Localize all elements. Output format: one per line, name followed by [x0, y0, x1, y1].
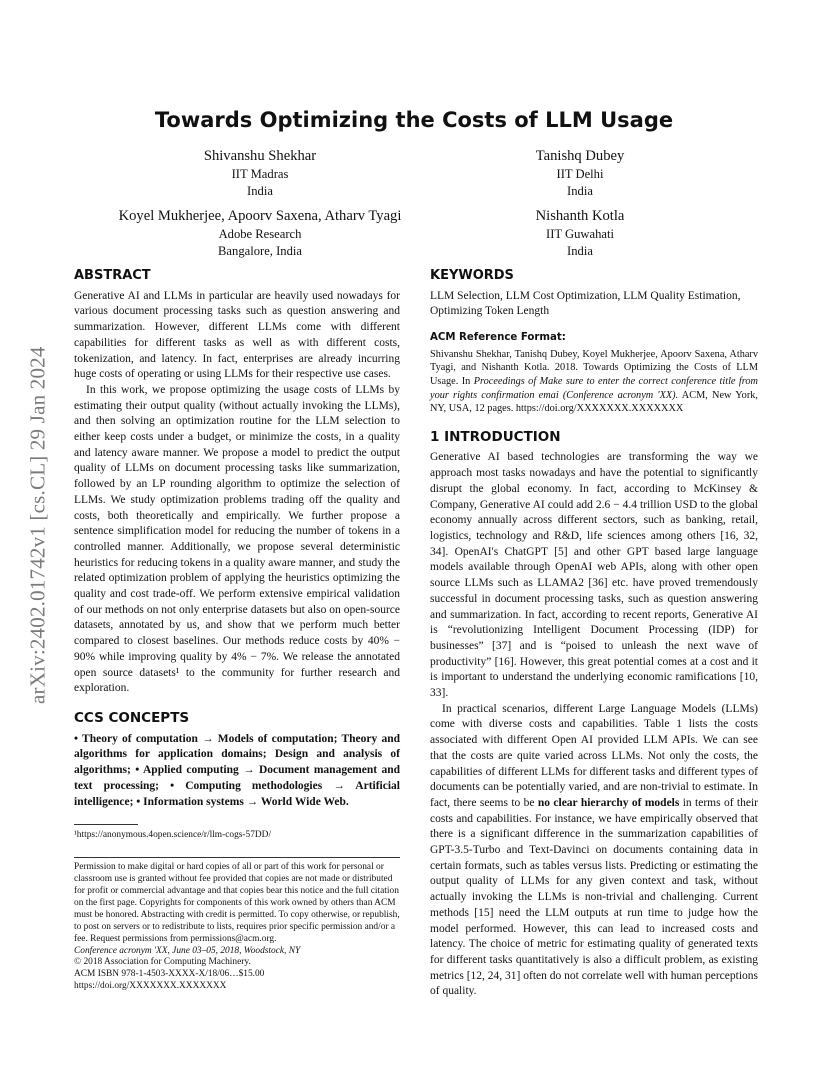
acm-reference-heading: ACM Reference Format: [430, 332, 566, 344]
doi-line: https://doi.org/XXXXXXX.XXXXXXX [74, 981, 227, 992]
abstract-paragraph: Generative AI and LLMs in particular are heavily used nowadays for various document processing tasks such as question answering and summarization. However, different LLMs come with different capabilities for different tasks as well as with different costs, tokenization, and latency. In fact, enterprises are already incurring huge costs of operating or using LLMs for their respective use cases. [74, 289, 400, 381]
author-name: Nishanth Kotla [535, 208, 625, 224]
author-affiliation: IIT Guwahati [546, 227, 614, 241]
author-block [480, 148, 680, 200]
right-column [430, 268, 758, 1000]
author-location: Bangalore, India [218, 244, 302, 258]
left-column [74, 268, 400, 993]
keywords-text: LLM Selection, LLM Cost Optimization, LLM Quality Estimation, Optimizing Token Length [430, 289, 741, 318]
abstract-paragraph: In this work, we propose optimizing the usage costs of LLMs by estimating their output quality (without actually invoking the LLMs), and then solving an optimization routine for the LLM selection to either keep costs under a budget, or minimize the costs, in a quality and latency aware manner. We propose a model to predict the output quality of LLMs on document processing tasks like summarization, followed by an LP rounding algorithm to optimize the selection of LLMs. We study optimization problems trading off the quality and costs, both theoretically and empirically. We further propose a sentence simplification model for reducing the number of tokens in a controlled manner. Additionally, we propose several deterministic heuristics for reducing tokens in a quality aware manner, and study the related optimization problem of applying the heuristics optimizing the quality and cost trade-off. We perform extensive empirical validation of our methods on not only enterprise datasets but also on open-source datasets, annotated by us, and show that we perform much better compared to closest baselines. Our methods reduce costs by 40% − 90% while improving quality by 4% − 7%. We release the annotated open source datasets¹ to the community for further research and exploration. [74, 383, 400, 695]
author-block [70, 208, 450, 260]
introduction-heading: 1 INTRODUCTION [430, 428, 561, 445]
author-affiliation: IIT Delhi [556, 167, 604, 181]
paper-title: Towards Optimizing the Costs of LLM Usage [154, 108, 674, 132]
acm-reference-text: Shivanshu Shekhar, Tanishq Dubey, Koyel Mukherjee, Apoorv Saxena, Atharv Tyagi, and Nishanth Kotla. 2018. Towards Optimizing the Costs of LLM Usage. In Proceedings of Make sure to enter the correct conference title from your rights confirmation emai (Conference acronym 'XX). ACM, New York, NY, USA, 12 pages. https://doi.org/XXXXXXX.XXXXXXX [430, 348, 758, 415]
isbn-line: ACM ISBN 978-1-4503-XXXX-X/18/06…$15.00 [74, 969, 265, 980]
author-block [480, 208, 680, 260]
author-affiliation: IIT Madras [231, 167, 289, 181]
permission-text: Permission to make digital or hard copies of all or part of this work for personal or classroom use is granted without fee provided that copies are not made or distributed for profit or commercial advantage and that copies bear this notice and the full citation on the first page. Copyrights for components of this work owned by others than ACM must be honored. Abstracting with credit is permitted. To copy otherwise, or republish, to post on servers or to redistribute to lists, requires prior specific permission and/or a fee. Request permissions from permissions@acm.org. [74, 862, 400, 944]
author-name: Tanishq Dubey [535, 148, 625, 164]
ccs-concepts: • Theory of computation → Models of computation; Theory and algorithms for application domains; Design and analysis of algorithms; • Applied computing → Document management and text processing; • Computing methodologies → Artificial intelligence; • Information systems → World Wide Web. [74, 732, 400, 808]
author-affiliation: Adobe Research [218, 227, 302, 241]
author-name: Koyel Mukherjee, Apoorv Saxena, Atharv Tyagi [118, 208, 402, 224]
author-block [160, 148, 360, 200]
author-location: India [567, 244, 593, 258]
footnote: ¹https://anonymous.4open.science/r/llm-cogs-57DD/ [74, 830, 272, 841]
author-name: Shivanshu Shekhar [203, 148, 317, 164]
permission-divider [74, 857, 400, 858]
keywords-heading: KEYWORDS [430, 268, 514, 283]
copyright-line: © 2018 Association for Computing Machinery. [74, 957, 251, 968]
author-location: India [247, 184, 273, 198]
author-location: India [567, 184, 593, 198]
footnote-divider [74, 824, 138, 825]
ccs-heading: CCS CONCEPTS [74, 709, 190, 726]
conference-line: Conference acronym 'XX, June 03–05, 2018, Woodstock, NY [74, 945, 301, 956]
arxiv-identifier: arXiv:2402.01742v1 [cs.CL] 29 Jan 2024 [25, 346, 50, 704]
permission-notice [74, 862, 400, 993]
abstract-heading: ABSTRACT [74, 268, 151, 283]
intro-paragraph: In practical scenarios, different Large Language Models (LLMs) come with diverse costs and capabilities. Table 1 lists the costs associated with different Open AI provided LLM APIs. We can see that the costs are quite varied across LLMs. Not only the costs, the capabilities of different LLMs for different tasks and different types of documents can be potentially varied, and are non-trivial to estimate. In fact, there seems to be no clear hierarchy of models in terms of their costs and capabilities. For instance, we have empirically observed that there is a significant difference in the summarization capabilities of GPT-3.5-Turbo and Text-Davinci on documents containing data in certain formats, such as tables versus lists. Predicting or estimating the output quality of LLMs for any given context and task, without actually invoking the LLMs is non-trivial and challenging. Current methods [15] need the LLM outputs at run time to judge how the model performed. However, this can lead to increased costs and latency. The choice of metric for estimating quality of generated texts for different tasks quantitatively is also a difficult problem, as existing metrics [12, 24, 31] often do not correlate well with human perceptions of quality. [430, 702, 758, 998]
intro-paragraph: Generative AI based technologies are transforming the way we approach most tasks nowadays and have the potential to significantly disrupt the global economy. In fact, according to McKinsey & Company, Generative AI could add 2.6 − 4.4 trillion USD to the global economy annually across different sectors, such as banking, retail, logistics, technology and R&D, life sciences among others [16, 32, 34]. OpenAI's ChatGPT [5] and other GPT based large language models available through OpenAI web APIs, along with other open source LLMs such as LLAMA2 [36] etc. have proved tremendously successful in document processing tasks, such as question answering and summarization. In fact, according to recent reports, Generative AI is “revolutionizing Intelligent Document Processing (IDP) for businesses” [37] and is “poised to unleash the next wave of productivity” [16]. However, this great potential comes at a cost and it is important to understand the underlying economic ramifications [10, 33]. [430, 451, 758, 700]
